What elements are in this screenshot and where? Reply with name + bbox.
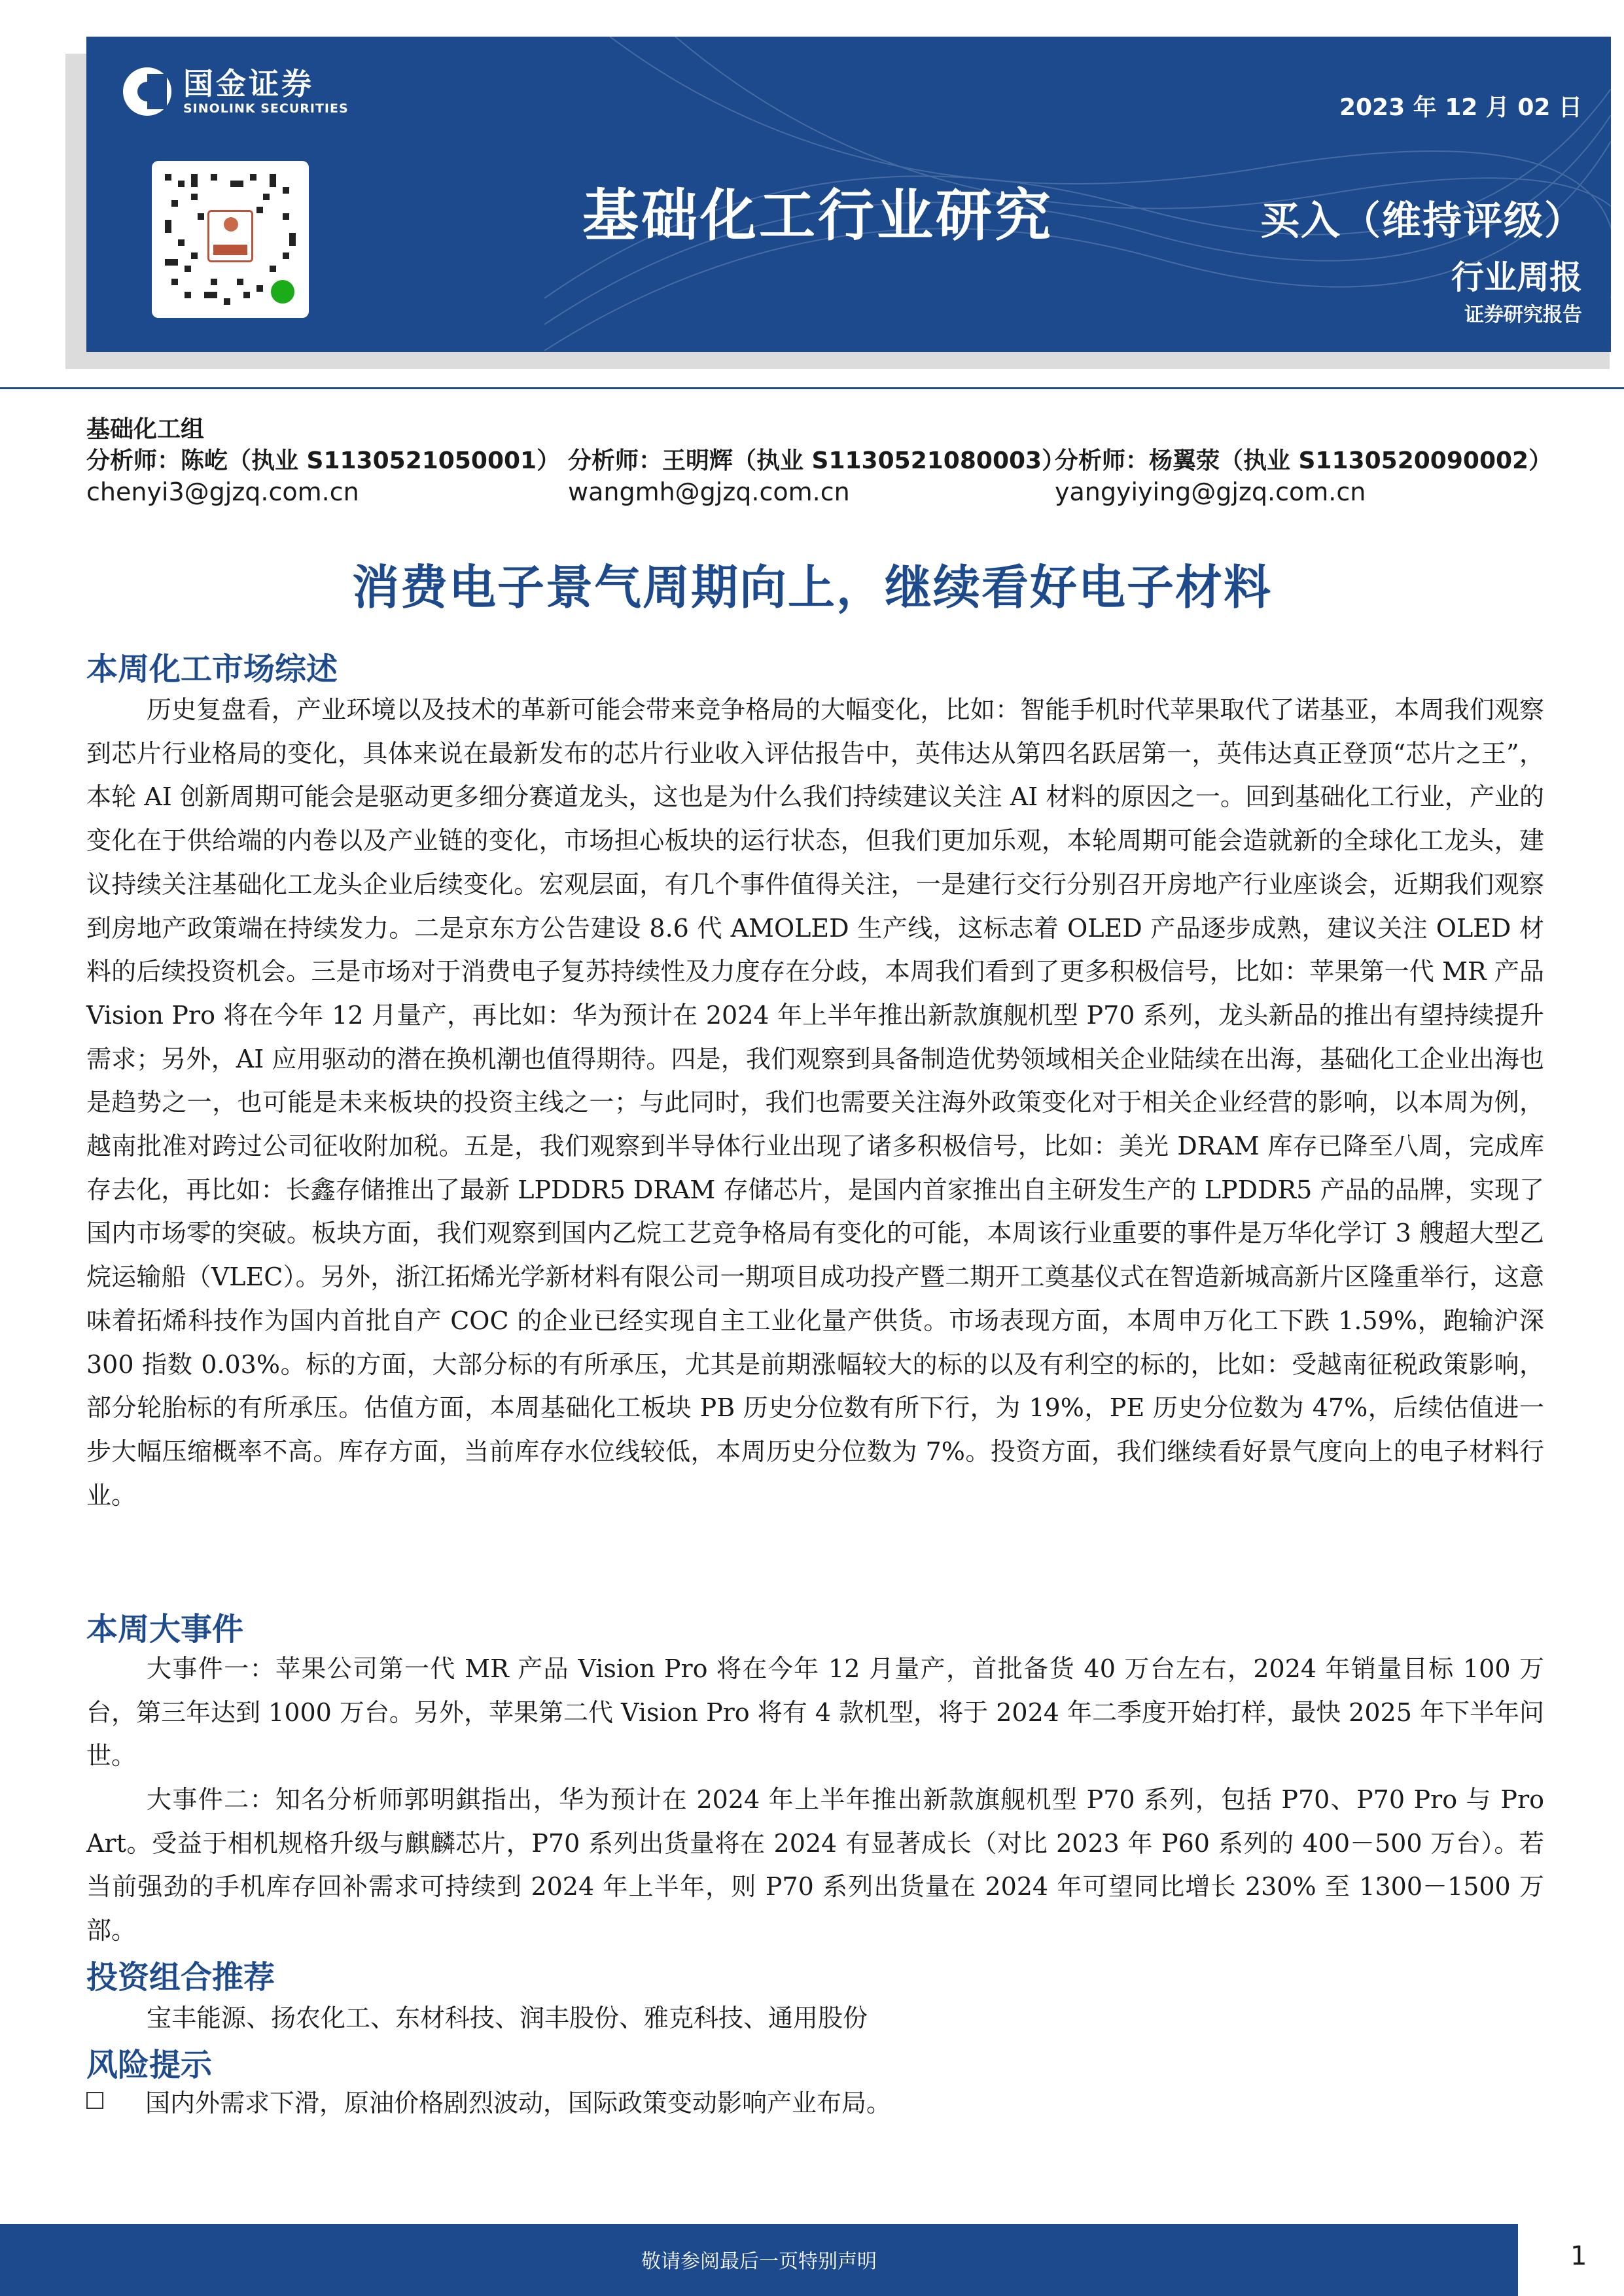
risk-item bbox=[86, 2083, 891, 2119]
rating-label: 买入（维持评级） bbox=[1260, 198, 1585, 244]
report-subtype: 证券研究报告 bbox=[1464, 304, 1582, 326]
risk-text: 国内外需求下滑，原油价格剧烈波动，国际政策变动影响产业布局。 bbox=[145, 2089, 892, 2117]
section-heading-portfolio: 投资组合推荐 bbox=[86, 1959, 275, 1996]
qr-code-icon bbox=[152, 161, 309, 318]
analyst-2: 分析师：王明辉（执业 S1130521080003） bbox=[568, 447, 1066, 474]
event-2-paragraph: 大事件二：知名分析师郭明錤指出，华为预计在 2024 年上半年推出新款旗舰机型 P70 系列，包括 P70、P70 Pro 与 Pro Art。受益于相机规格升级与麒麟芯片，P70 系列出货量将在 2024 有显著成长（对比 2023 年 P60 系列的 400－500 万台）。若当前强劲的手机库存回补需求可持续到 2024 年上半年，则 P70 系列出货量在 2024 年可望同比增长 230% 至 1300－1500 万部。 bbox=[86, 1785, 1544, 1945]
report-type: 行业周报 bbox=[1451, 258, 1582, 296]
page-number: 1 bbox=[1570, 2241, 1587, 2271]
team-name: 基础化工组 bbox=[86, 416, 205, 443]
company-logo bbox=[123, 67, 349, 116]
analyst-3-email[interactable]: yangyiying@gjzq.com.cn bbox=[1055, 478, 1366, 506]
event-1-paragraph: 大事件一：苹果公司第一代 MR 产品 Vision Pro 将在今年 12 月量产，首批备货 40 万台左右，2024 年销量目标 100 万台，第三年达到 1000 万台。另外，苹果第二代 Vision Pro 将有 4 款机型，将于 2024 年二季度开始打样，最快 2025 年下半年问世。 bbox=[86, 1654, 1544, 1771]
logo-mark-icon bbox=[123, 67, 171, 116]
portfolio-list: 宝丰能源、扬农化工、东材科技、润丰股份、雅克科技、通用股份 bbox=[147, 2004, 868, 2032]
section-heading-market: 本周化工市场综述 bbox=[86, 651, 338, 687]
analyst-1: 分析师：陈屹（执业 S1130521050001） bbox=[86, 447, 561, 474]
banner-title: 基础化工行业研究 bbox=[582, 183, 1053, 249]
header-banner bbox=[86, 37, 1611, 352]
qr-center-logo bbox=[207, 210, 253, 262]
logo-chinese-name: 国金证券 bbox=[183, 66, 314, 101]
section-heading-events: 本周大事件 bbox=[86, 1611, 244, 1648]
mini-program-icon bbox=[268, 277, 297, 306]
market-summary-paragraph: 历史复盘看，产业环境以及技术的革新可能会带来竞争格局的大幅变化，比如：智能手机时代苹果取代了诺基亚，本周我们观察到芯片行业格局的变化，具体来说在最新发布的芯片行业收入评估报告中，英伟达从第四名跃居第一，英伟达真正登顶“芯片之王”，本轮 AI 创新周期可能会是驱动更多细分赛道龙头，这也是为什么我们持续建议关注 AI 材料的原因之一。回到基础化工行业，产业的变化在于供给端的内卷以及产业链的变化，市场担心板块的运行状态，但我们更加乐观，本轮周期可能会造就新的全球化工龙头，建议持续关注基础化工龙头企业后续变化。宏观层面，有几个事件值得关注，一是建行交行分别召开房地产行业座谈会，近期我们观察到房地产政策端在持续发力。二是京东方公告建设 8.6 代 AMOLED 生产线，这标志着 OLED 产品逐步成熟，建议关注 OLED 材料的后续投资机会。三是市场对于消费电子复苏持续性及力度存在分歧，本周我们看到了更多积极信号，比如：苹果第一代 MR 产品 Vision Pro 将在今年 12 月量产，再比如：华为预计在 2024 年上半年推出新款旗舰机型 P70 系列，龙头新品的推出有望持续提升需求；另外，AI 应用驱动的潜在换机潮也值得期待。四是，我们观察到具备制造优势领域相关企业陆续在出海，基础化工企业出海也是趋势之一，也可能是未来板块的投资主线之一；与此同时，我们也需要关注海外政策变化对于相关企业经营的影响，以本周为例，越南批准对跨过公司征收附加税。五是，我们观察到半导体行业出现了诸多积极信号，比如：美光 DRAM 库存已降至八周，完成库存去化，再比如：长鑫存储推出了最新 LPDDR5 DRAM 存储芯片，是国内首家推出自主研发生产的 LPDDR5 产品的品牌，实现了国内市场零的突破。板块方面，我们观察到国内乙烷工艺竞争格局有变化的可能，本周该行业重要的事件是万华化学订 3 艘超大型乙烷运输船（VLEC）。另外，浙江拓烯光学新材料有限公司一期项目成功投产暨二期开工奠基仪式在智造新城高新片区隆重举行，这意味着拓烯科技作为国内首批自产 COC 的企业已经实现自主工业化量产供货。市场表现方面，本周申万化工下跌 1.59%，跑输沪深 300 指数 0.03%。标的方面，大部分标的有所承压，尤其是前期涨幅较大的标的以及有利空的标的，比如：受越南征税政策影响，部分轮胎标的有所承压。估值方面，本周基础化工板块 PB 历史分位数有所下行，为 19%，PE 历史分位数为 47%，后续估值进一步大幅压缩概率不高。库存方面，当前库存水位线较低，本周历史分位数为 7%。投资方面，我们继续看好景气度向上的电子材料行业。 bbox=[86, 695, 1544, 1510]
footer-notice: 敬请参阅最后一页特别声明 bbox=[641, 2250, 877, 2273]
report-date: 2023 年 12 月 02 日 bbox=[1339, 94, 1582, 121]
header-divider bbox=[0, 387, 1624, 389]
logo-english-name: SINOLINK SECURITIES bbox=[183, 101, 349, 116]
analyst-3: 分析师：杨翼荥（执业 S1130520090002） bbox=[1055, 447, 1553, 474]
report-main-title: 消费电子景气周期向上，继续看好电子材料 bbox=[351, 560, 1272, 615]
bullet-box-icon bbox=[86, 2092, 103, 2109]
analyst-2-email[interactable]: wangmh@gjzq.com.cn bbox=[568, 478, 850, 506]
analyst-1-email[interactable]: chenyi3@gjzq.com.cn bbox=[86, 478, 359, 506]
section-heading-risk: 风险提示 bbox=[86, 2047, 213, 2083]
